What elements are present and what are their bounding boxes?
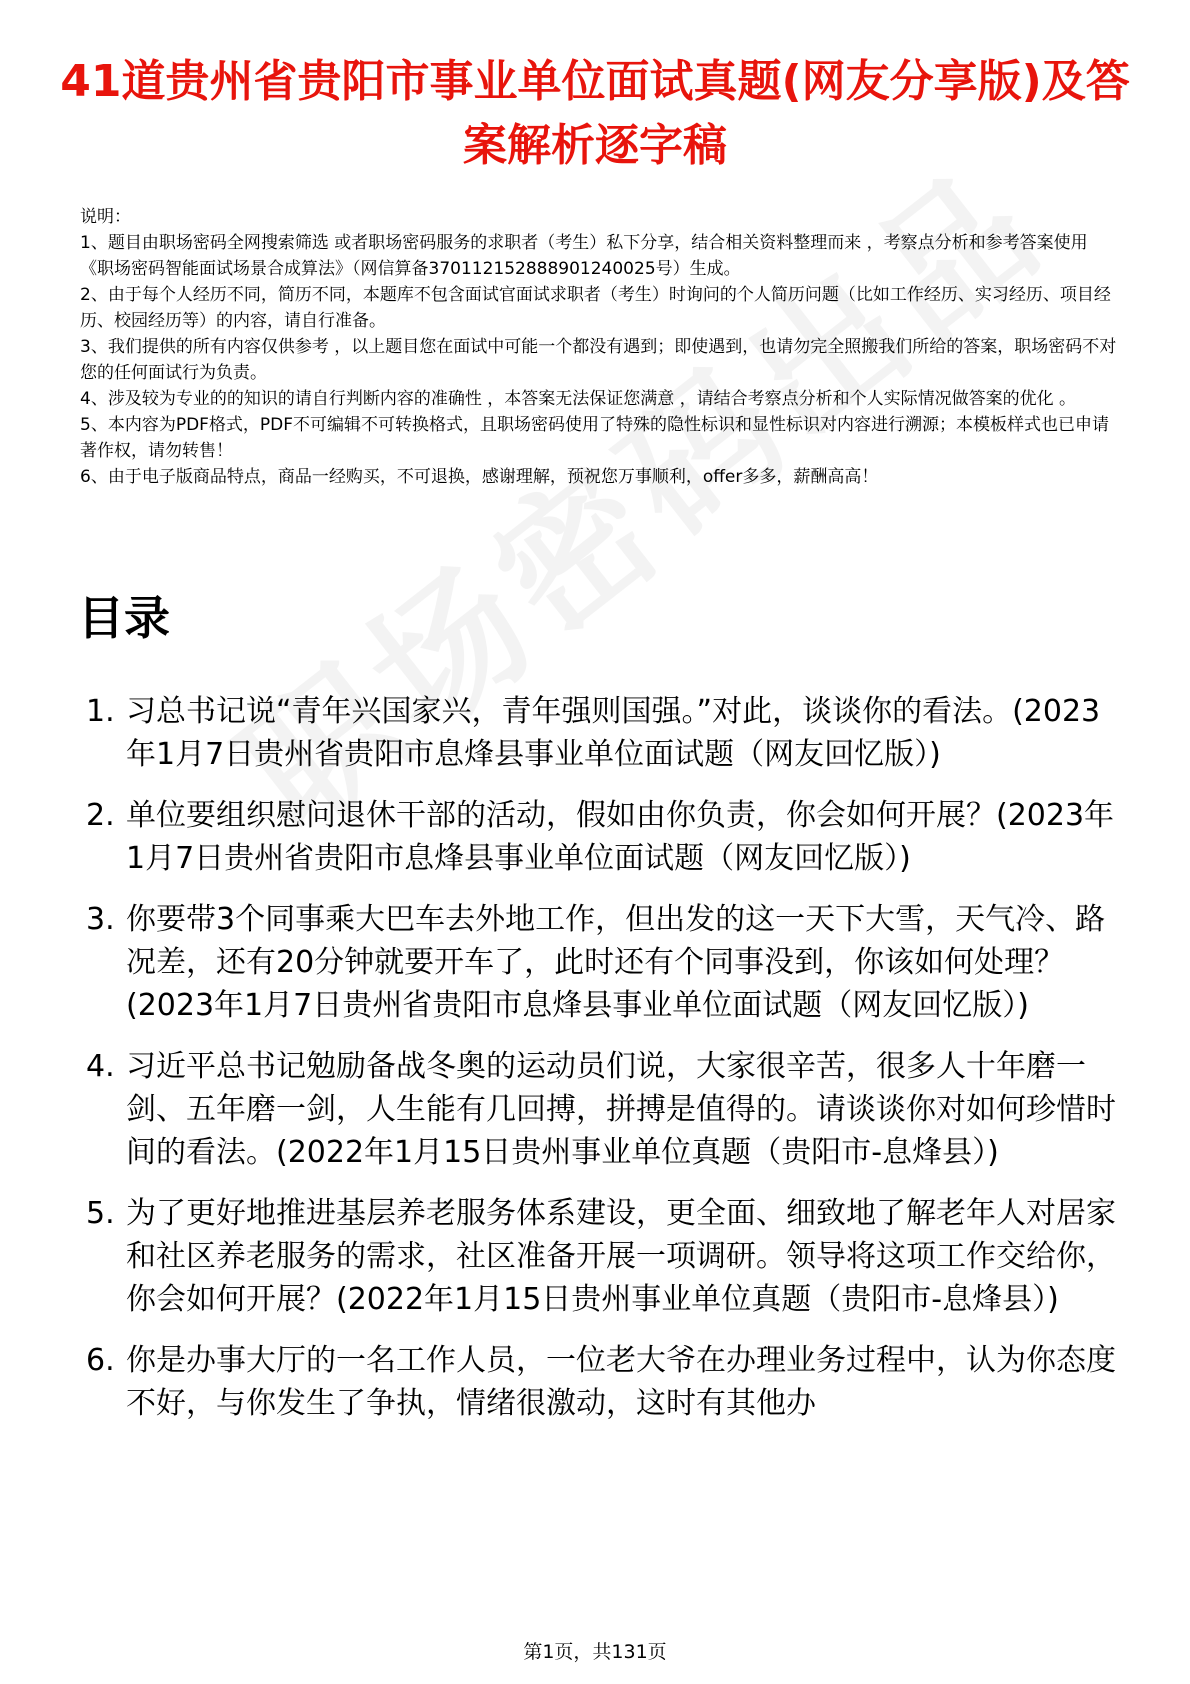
toc-list (0, 690, 1190, 1443)
notes-item: 4、涉及较为专业的的知识的请自行判断内容的准确性 ，本答案无法保证您满意 ，请结合考察点分析和个人实际情况做答案的优化 。 (80, 389, 1077, 409)
toc-item-number: 2. (86, 798, 115, 833)
notes-item: 1、题目由职场密码全网搜索筛选 或者职场密码服务的求职者（考生）私下分享，结合相关资料整理而来 ，考察点分析和参考答案使用《职场密码智能面试场景合成算法》（网信算备370112152888901240025号）生成。 (80, 233, 1088, 279)
toc-item[interactable] (0, 690, 1190, 776)
toc-item[interactable] (0, 1192, 1190, 1321)
toc-item-number: 5. (86, 1196, 115, 1231)
toc-item-text: 习近平总书记勉励备战冬奥的运动员们说，大家很辛苦，很多人十年磨一剑、五年磨一剑，人生能有几回搏，拼搏是值得的。请谈谈你对如何珍惜时间的看法。(2022年1月15日贵州事业单位真题（贵阳市-息烽县）) (126, 1049, 1116, 1170)
toc-item[interactable] (0, 1045, 1190, 1174)
toc-item-text: 单位要组织慰问退休干部的活动，假如由你负责，你会如何开展？(2023年1月7日贵州省贵阳市息烽县事业单位面试题（网友回忆版）) (126, 798, 1115, 876)
toc-item-number: 4. (86, 1049, 115, 1084)
toc-item-text: 你是办事大厅的一名工作人员，一位老大爷在办理业务过程中，认为你态度不好，与你发生了争执，情绪很激动，这时有其他办 (126, 1343, 1116, 1421)
notes-item: 3、我们提供的所有内容仅供参考 ，以上题目您在面试中可能一个都没有遇到；即使遇到，也请勿完全照搬我们所给的答案，职场密码不对您的任何面试行为负责。 (80, 337, 1117, 383)
notes-item: 6、由于电子版商品特点，商品一经购买，不可退换，感谢理解，预祝您万事顺利，offer多多，薪酬高高！ (80, 467, 879, 487)
toc-item[interactable] (0, 1339, 1190, 1425)
toc-item-text: 习总书记说“青年兴国家兴，青年强则国强。”对此，谈谈你的看法。(2023年1月7日贵州省贵阳市息烽县事业单位面试题（网友回忆版）) (126, 694, 1101, 772)
page-number: 第1页，共131页 (0, 1639, 1190, 1665)
toc-item-text: 你要带3个同事乘大巴车去外地工作，但出发的这一天下大雪，天气冷、路况差，还有20分钟就要开车了，此时还有个同事没到，你该如何处理？(2023年1月7日贵州省贵阳市息烽县事业单位面试题（网友回忆版）) (126, 902, 1106, 1023)
toc-item[interactable] (0, 794, 1190, 880)
notes-heading: 说明： (80, 207, 131, 227)
notes-section (80, 204, 1120, 490)
toc-item-number: 3. (86, 902, 115, 937)
notes-item: 2、由于每个人经历不同，简历不同，本题库不包含面试官面试求职者（考生）时询问的个人简历问题（比如工作经历、实习经历、项目经历、校园经历等）的内容，请自行准备。 (80, 285, 1111, 331)
notes-item: 5、本内容为PDF格式，PDF不可编辑不可转换格式，且职场密码使用了特殊的隐性标识和显性标识对内容进行溯源；本模板样式也已申请著作权，请勿转售！ (80, 415, 1110, 461)
toc-item-number: 6. (86, 1343, 115, 1378)
document-title: 41道贵州省贵阳市事业单位面试真题(网友分享版)及答案解析逐字稿 (60, 56, 1130, 171)
toc-heading: 目录 (78, 591, 170, 645)
toc-item-number: 1. (86, 694, 115, 729)
toc-item-text: 为了更好地推进基层养老服务体系建设，更全面、细致地了解老年人对居家和社区养老服务的需求，社区准备开展一项调研。领导将这项工作交给你，你会如何开展？(2022年1月15日贵州事业单位真题（贵阳市-息烽县）) (126, 1196, 1116, 1317)
toc-item[interactable] (0, 898, 1190, 1027)
